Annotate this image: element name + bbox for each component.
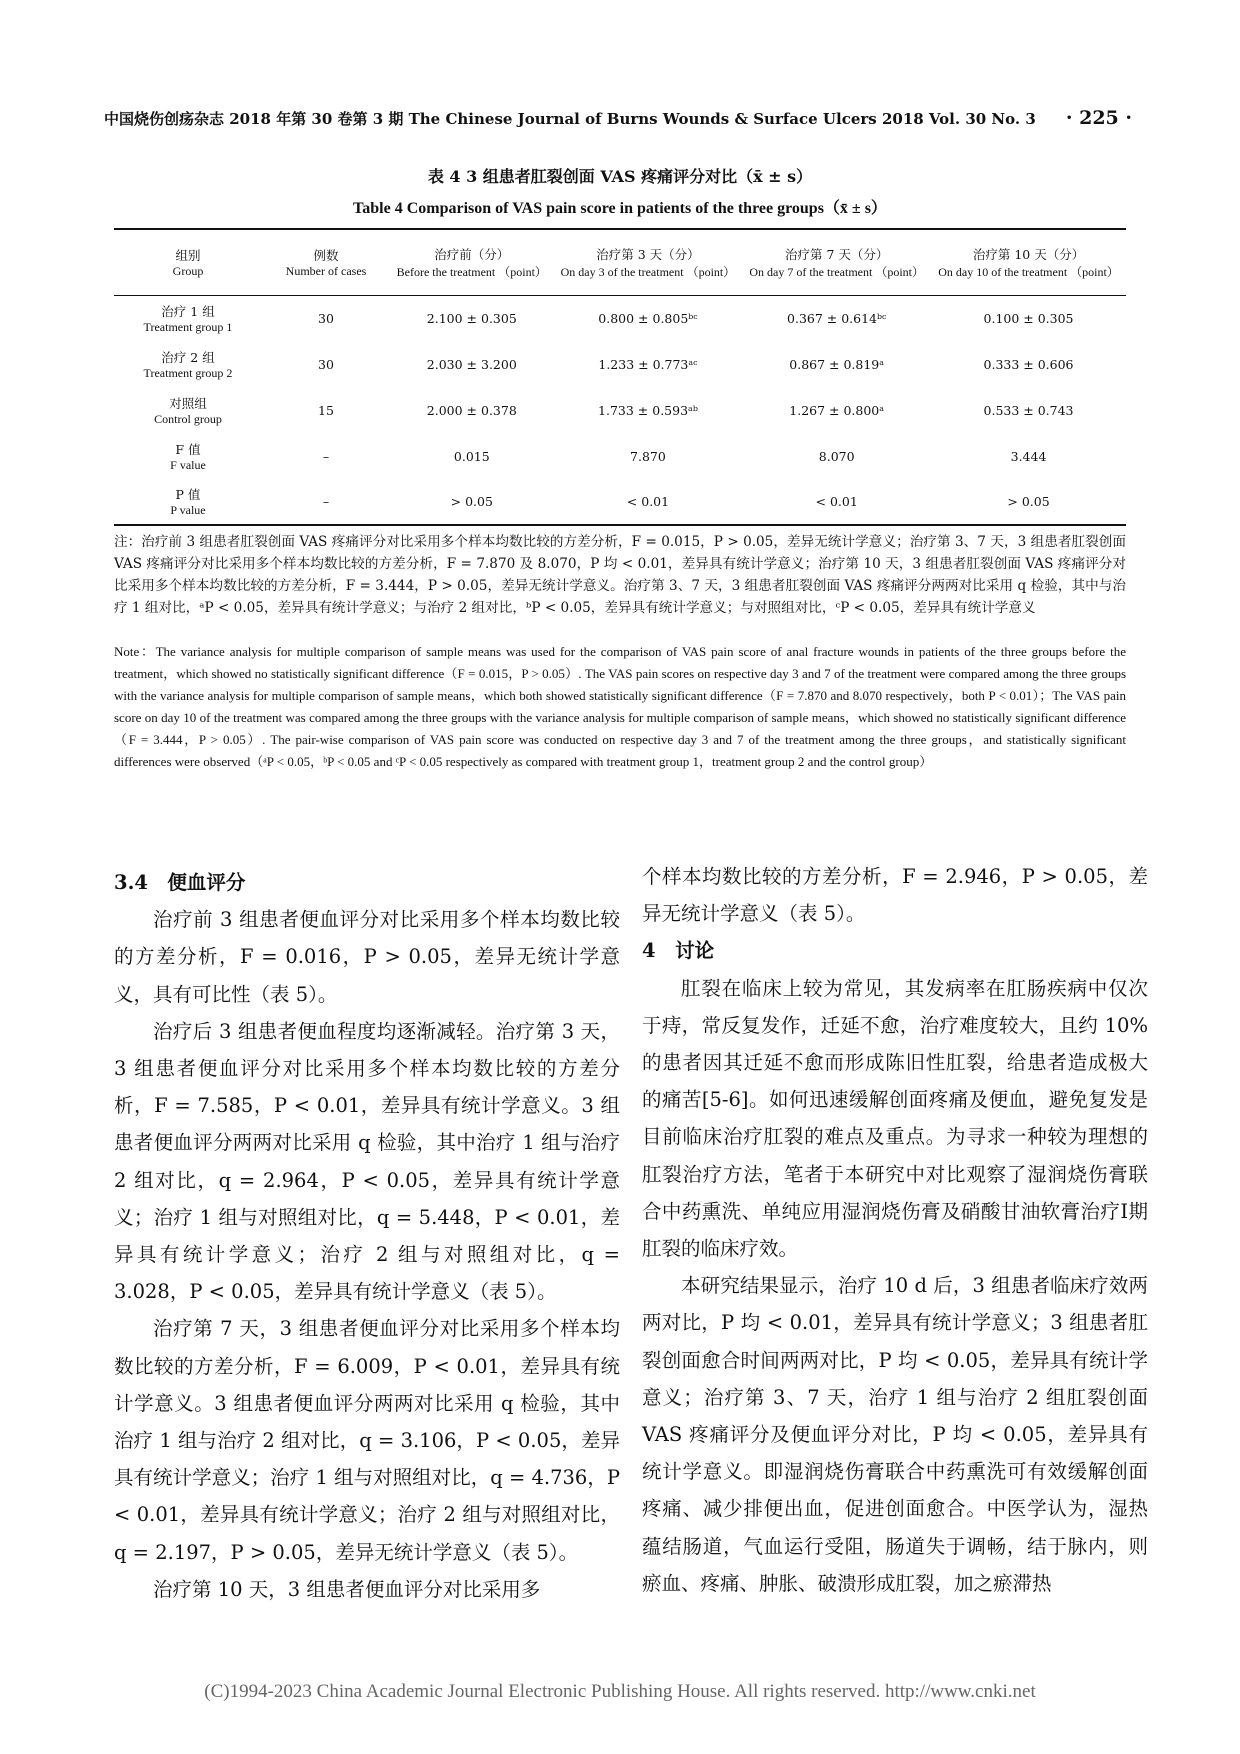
table-cell: 0.867 ± 0.819ᵃ: [789, 356, 885, 372]
table-caption-en: Table 4 Comparison of VAS pain score in patients of the three groups（x̄ ± s）: [353, 200, 887, 217]
running-header: [104, 107, 1132, 131]
copyright-footer: (C)1994-2023 China Academic Journal Electronic Publishing House. All rights reserved. http://www.cnki.net: [204, 1681, 1036, 1702]
table-4: [114, 228, 1126, 526]
right-column: [642, 858, 1148, 1602]
table-cell: 7.870: [630, 448, 666, 464]
header-cases: 例数 Number of cases: [285, 247, 367, 278]
header-day10: 治疗第 10 天（分） On day 10 of the treatment （point）: [938, 246, 1119, 279]
table-note-zh: 注：治疗前 3 组患者肛裂创面 VAS 疼痛评分对比采用多个样本均数比较的方差分析，F = 0.015，P > 0.05，差异无统计学意义；治疗第 3、7 天，3 组患者肛裂创面 VAS 疼痛评分对比采用多个样本均数比较的方差分析，F = 7.870 及 8.070，P 均 < 0.01，差异具有统计学意义；治疗第 10 天，3 组患者肛裂创面 VAS 疼痛评分对比采用多个样本均数比较的方差分析，F = 3.444，P > 0.05，差异无统计学意义。治疗第 3、7 天，3 组患者肛裂创面 VAS 疼痛评分两两对比采用 q 检验，其中与治疗 1 组对比，ᵃP < 0.05，差异具有统计学意义；与治疗 2 组对比，ᵇP < 0.05，差异具有统计学意义；与对照组对比，ᶜP < 0.05，差异具有统计学意义: [114, 534, 1126, 616]
table-cell: < 0.01: [815, 494, 858, 509]
table-cell: > 0.05: [450, 494, 493, 509]
left-column: [114, 864, 620, 1608]
table-cell: 2.000 ± 0.378: [426, 402, 517, 418]
table-cell: 30: [318, 356, 334, 372]
table-cell: 0.800 ± 0.805ᵇᶜ: [598, 310, 698, 326]
table-row: [114, 295, 1126, 341]
header-before: 治疗前（分） Before the treatment （point）: [396, 246, 547, 279]
row-label: 治疗 1 组 Treatment group 1: [143, 303, 233, 334]
journal-header: 中国烧伤创疡杂志 2018 年第 30 卷第 3 期 The Chinese Journal of Burns Wounds & Surface Ulcers 2018 Vol. 30 No. 3: [104, 110, 1036, 128]
table-cell: 1.267 ± 0.800ᵃ: [789, 402, 885, 418]
table-cell: 15: [318, 402, 334, 418]
table-row: [114, 479, 1126, 525]
header-day7: 治疗第 7 天（分） On day 7 of the treatment （point）: [749, 246, 924, 279]
section-heading-4: 4 讨论: [642, 939, 715, 963]
section-heading-3-4: 3.4 便血评分: [114, 871, 246, 894]
row-label: 治疗 2 组 Treatment group 2: [143, 349, 233, 380]
paragraph: 肛裂在临床上较为常见，其发病率在肛肠疾病中仅次于痔，常反复发作，迁延不愈，治疗难度较大，且约 10% 的患者因其迁延不愈而形成陈旧性肛裂，给患者造成极大的痛苦[5-6]。如何迅速缓解创面疼痛及便血，避免复发是目前临床治疗肛裂的难点及重点。为寻求一种较为理想的肛裂治疗方法，笔者于本研究中对比观察了湿润烧伤膏联合中药熏洗、单纯应用湿润烧伤膏及硝酸甘油软膏治疗Ⅰ期肛裂的临床疗效。: [642, 976, 1148, 1261]
table-cell: 0.333 ± 0.606: [983, 356, 1074, 372]
header-day3: 治疗第 3 天（分） On day 3 of the treatment （point）: [560, 246, 736, 279]
paragraph: 本研究结果显示，治疗 10 d 后，3 组患者临床疗效两两对比，P 均 < 0.01，差异具有统计学意义；3 组患者肛裂创面愈合时间两两对比，P 均 < 0.05，差异具有统计学意义；治疗第 3、7 天，治疗 1 组与治疗 2 组肛裂创面 VAS 疼痛评分及便血评分对比，P 均 < 0.05，差异具有统计学意义。即湿润烧伤膏联合中药熏洗可有效缓解创面疼痛、减少排便出血，促进创面愈合。中医学认为，湿热蕴结肠道，气血运行受阻，肠道失于调畅，结于脉内，则瘀血、疼痛、肿胀、破溃形成肛裂，加之瘀滞热: [642, 1274, 1148, 1595]
table-row: [114, 387, 1126, 433]
paragraph: 治疗后 3 组患者便血程度均逐渐减轻。治疗第 3 天，3 组患者便血评分对比采用多个样本均数比较的方差分析，F = 7.585，P < 0.01，差异具有统计学意义。3 组患者便血评分两两对比采用 q 检验，其中治疗 1 组与治疗 2 组对比，q = 2.964，P < 0.05，差异具有统计学意义；治疗 1 组与对照组对比，q = 5.448，P < 0.01，差异具有统计学意义；治疗 2 组与对照组对比，q = 3.028，P < 0.05，差异具有统计学意义（表 5）。: [114, 1019, 620, 1304]
page-number: · 225 ·: [1065, 107, 1132, 129]
table-cell: 0.533 ± 0.743: [983, 402, 1074, 418]
table-cell: –: [322, 494, 330, 509]
table-cell: 2.100 ± 0.305: [426, 310, 517, 326]
table-cell: 1.233 ± 0.773ᵃᶜ: [598, 356, 698, 372]
paragraph: 治疗第 7 天，3 组患者便血评分对比采用多个样本均数比较的方差分析，F = 6.009，P < 0.01，差异具有统计学意义。3 组患者便血评分两两对比采用 q 检验，其中治疗 1 组与治疗 2 组对比，q = 3.106，P < 0.05，差异具有统计学意义；治疗 1 组与对照组对比，q = 4.736，P < 0.01，差异具有统计学意义；治疗 2 组与对照组对比，q = 2.197，P > 0.05，差异无统计学意义（表 5）。: [114, 1317, 620, 1564]
table-cell: 0.367 ± 0.614ᵇᶜ: [787, 310, 887, 326]
table-row: [114, 433, 1126, 479]
row-label: P 值 P value: [170, 487, 206, 517]
paragraph: 治疗第 10 天，3 组患者便血评分对比采用多: [153, 1577, 541, 1601]
table-cell: 0.100 ± 0.305: [983, 310, 1074, 326]
table-cell: 0.015: [453, 448, 490, 464]
table-cell: > 0.05: [1007, 494, 1050, 509]
row-label: 对照组 Control group: [154, 395, 222, 426]
table-cell: 3.444: [1010, 448, 1047, 464]
table-cell: –: [322, 448, 330, 464]
table-row: [114, 341, 1126, 387]
paragraph-continued: 个样本均数比较的方差分析，F = 2.946，P > 0.05，差异无统计学意义（表 5）。: [642, 865, 1148, 926]
table-header-row: [114, 229, 1126, 295]
paragraph: 治疗前 3 组患者便血评分对比采用多个样本均数比较的方差分析，F = 0.016，P > 0.05，差异无统计学意义，具有可比性（表 5）。: [114, 908, 620, 1006]
table-note-en: Note：The variance analysis for multiple comparison of sample means was used for the comparison of VAS pain score of anal fracture wounds in patients of the three groups before the treatment，which showed no statistically significant difference（F = 0.015，P > 0.05）. The VAS pain scores on respective day 3 and 7 of the treatment were compared among the three groups with the variance analysis for multiple comparison of sample means，which both showed statistically significant difference（F = 7.870 and 8.070 respectively，both P < 0.01）；The VAS pain score on day 10 of the treatment was compared among the three groups with the variance analysis for multiple comparison of sample means，which showed no statistically significant difference（F = 3.444，P > 0.05）. The pair-wise comparison of VAS pain score was conducted on respective day 3 and 7 of the treatment among the three groups，and statistically significant differences were observed（ᵃP < 0.05，ᵇP < 0.05 and ᶜP < 0.05 respectively as compared with treatment group 1，treatment group 2 and the control group）: [114, 644, 1126, 769]
table-caption-zh: 表 4 3 组患者肛裂创面 VAS 疼痛评分对比（x̄ ± s）: [427, 167, 813, 186]
table-cell: < 0.01: [626, 494, 670, 509]
table-cell: 30: [318, 310, 334, 326]
table-cell: 1.733 ± 0.593ᵃᵇ: [598, 402, 698, 418]
table-cell: 2.030 ± 3.200: [426, 356, 517, 372]
table-cell: 8.070: [818, 448, 855, 464]
header-group: 组别 Group: [172, 247, 204, 278]
row-label: F 值 F value: [170, 441, 206, 472]
